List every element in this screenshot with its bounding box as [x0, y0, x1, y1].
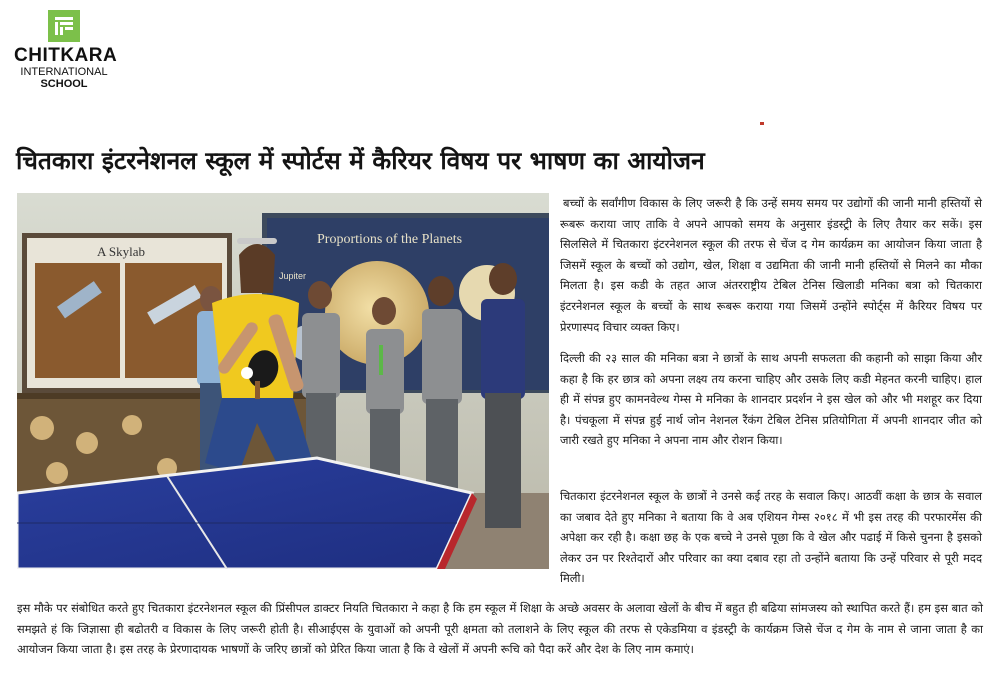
- article-paragraph-4: इस मौके पर संबोधित करते हुए चितकारा इंटरनेशनल स्कूल की प्रिंसीपल डाक्टर नियति चितकारा ने कहा है कि हम स्कूल में शिक्षा के अच्छे अवसर के अलावा खेलों के बीच में बहुत ही बढिया सांमजस्य को स्थापित करते हैं। हम इस बात को समझते हं कि जिज्ञासा ही बढोतरी व विकास के लिए जरूरी होती है। सीआईएस के युवाओं को अपनी पूरी क्षमता को तलाशने के लिए स्कूल की तरफ से एकेडमिया व इंडस्ट्री के कार्यक्रम जिसे चेंज द गेम के नाम से जाना जाता है का आयोजन किया जाता है। इस तरह के प्रेरणादायक भाषणों के जरिए छात्रों को प्रेरित किया जाता है कि वे खेलों में अपनी रूचि को पैदा करें और देश के लिए नाम कमाएं।: [17, 601, 983, 657]
- skylab-chart-title: A Skylab: [97, 244, 146, 259]
- jupiter-label: Jupiter: [279, 271, 307, 281]
- red-dot-decoration: [760, 122, 764, 125]
- article-paragraph-1: बच्चों के सर्वांगीण विकास के लिए जरूरी है कि उन्हें समय समय पर उद्योगों की जानी मानी हस्तियों से रूबरू कराया जाए ताकि वे अपने आपको समय के अनुसार इंडस्ट्री के लिए तैयार कर सकें। इस सिलसिले में चितकारा इंटरनेशनल स्कूल की तरफ से चेंज द गेम कार्यक्रम का आयोजन किया जाता है जिसमें स्कूल के बच्चों को उद्योग, खेल, शिक्षा व उद्यमिता की जानी मानी हस्तियों से मिलने का मौका मिलता है। इस कडी के तहत आज अंतरराष्ट्रीय टेबिल टेनिस खिलाडी मनिका बत्रा को चितकारा इंटरनेशनल स्कूल के बच्चों के साथ रूबरू कराया गया जिसमें उन्होंने स्पोर्ट्स में कैरियर विषय पर प्रेरणास्पद विचार व्यक्त किए।: [560, 196, 983, 334]
- event-photo: [17, 193, 549, 569]
- logo-line-school: SCHOOL: [40, 78, 88, 90]
- logo-mark-icon: [48, 10, 80, 42]
- article-paragraph-3: चितकारा इंटरनेशनल स्कूल के छात्रों ने उनसे कई तरह के सवाल किए। आठवीं कक्षा के छात्र के सवाल का जबाव देते हुए मनिका ने बताया कि वे अब एशियन गेम्स २०१८ में भी इस तरह की परफारमेंस की अपेक्षा कर रही है। कक्षा छह के एक बच्चे ने उनसे पूछा कि वे खेल और पढाई में किसे चुनना है इसको लेकर उन पर रिश्तेदारों और परिवार का क्या दबाव रहा तो उन्होंने बताया कि उन्हें परिवार से पूरी मदद मिली।: [560, 489, 982, 586]
- logo-line-international: INTERNATIONAL: [20, 66, 108, 78]
- school-logo: [14, 10, 118, 90]
- article-headline: चितकारा इंटरनेशनल स्कूल में स्पोर्टस में कैरियर विषय पर भाषण का आयोजन: [16, 146, 705, 175]
- logo-name: CHITKARA: [14, 45, 118, 66]
- planets-chart-title: Proportions of the Planets: [317, 232, 463, 247]
- article-paragraph-2: दिल्ली की २३ साल की मनिका बत्रा ने छात्रों के साथ अपनी सफलता की कहानी को साझा किया और कहा है कि हर छात्र को अपना लक्ष्य तय करना चाहिए और उसके लिए कडी मेहनत करनी चाहिए। हाल ही में संपन्न हुए कामनवेल्थ गेम्स मे मनिका के शानदार प्रदर्शन ने इस खेल को और भी मशहूर कर दिया है। पंचकूला में संपन्न हुई नार्थ जोन नेशनल रैंकंग टेबिल टेनिस प्रतियोगिता में अपनी शानदार जीत को जारी रखते हुए मनिका ने अपना नाम और रोशन किया।: [560, 351, 982, 448]
